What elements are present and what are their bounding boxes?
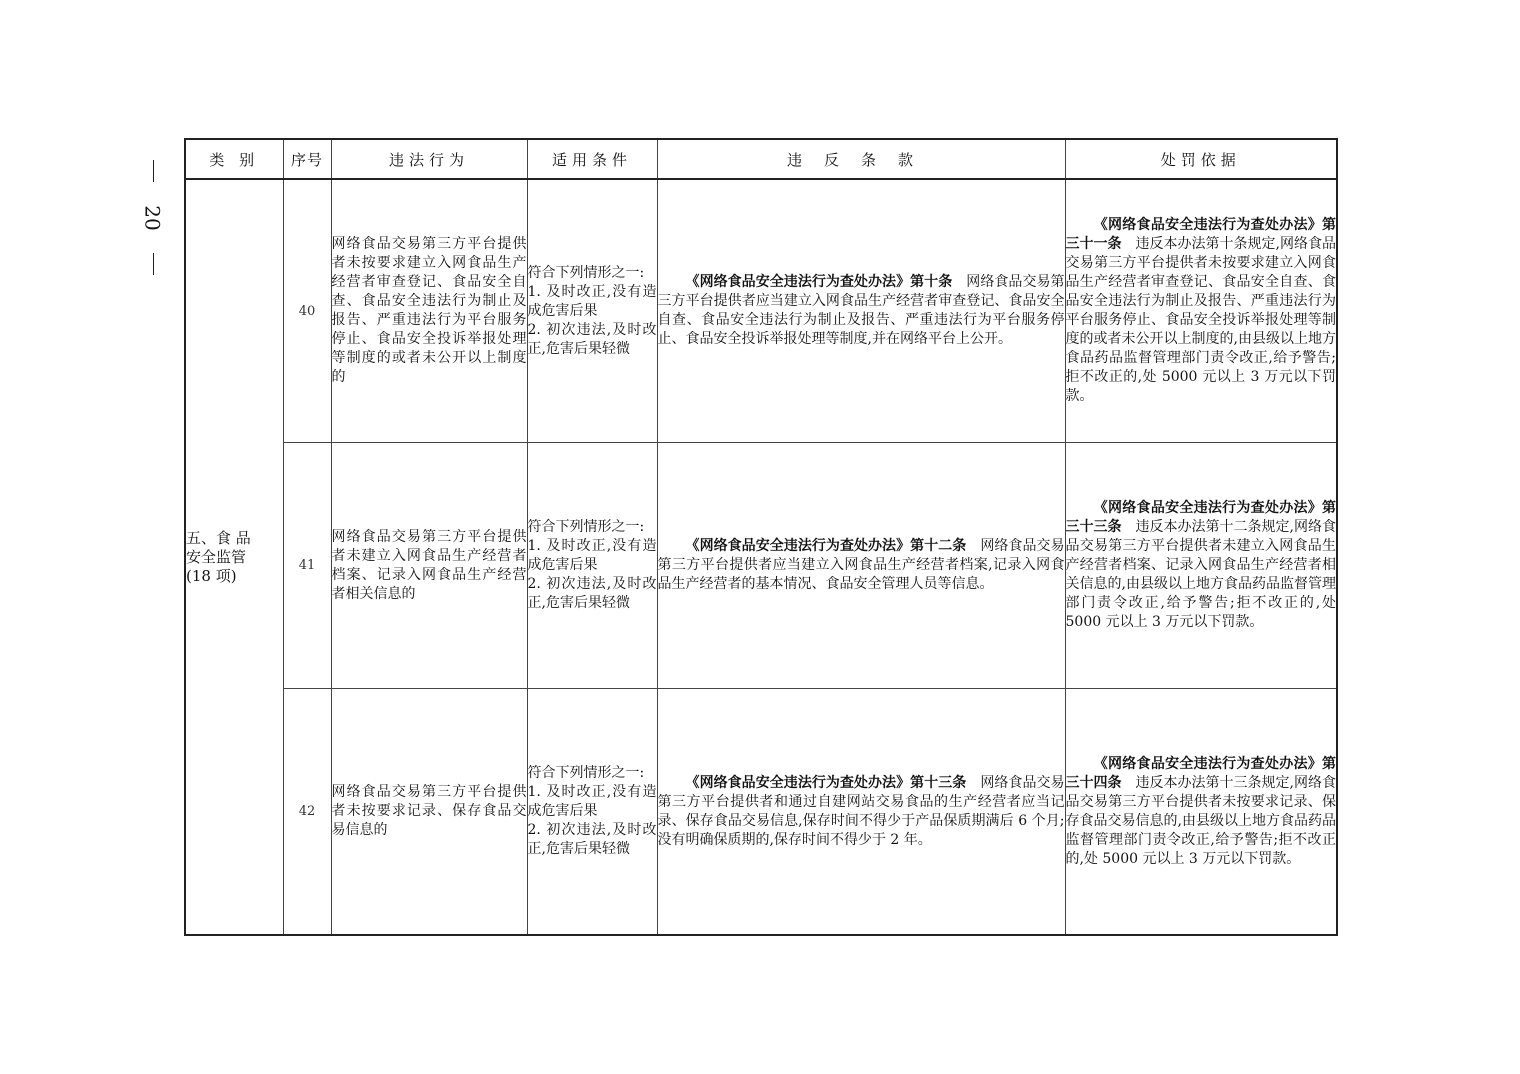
condition-cell xyxy=(527,443,657,689)
condition-line: 1. 及时改正,没有造成危害后果 xyxy=(527,538,657,573)
basis-cell xyxy=(1065,443,1337,689)
header-behavior: 违法行为 xyxy=(331,139,527,179)
page-number-dash-bottom xyxy=(153,253,154,275)
condition-line: 符合下列情形之一: xyxy=(527,264,645,281)
basis-law-ref: 《网络食品安全违法行为查处办法》第三十四条 xyxy=(1065,755,1336,791)
penalty-table xyxy=(184,138,1338,936)
basis-text: 违反本办法第十二条规定,网络食品交易第三方平台提供者未建立入网食品生产经营者档案、记录入网食品生产经营者相关信息的,由县级以上地方食品药品监督管理部门责令改正,给予警告;拒不改正的,处 5000 元以上 3 万元以下罚款。 xyxy=(1065,519,1337,630)
basis-law-ref: 《网络食品安全违法行为查处办法》第三十三条 xyxy=(1065,500,1336,535)
condition-line: 2. 初次违法,及时改正,危害后果轻微 xyxy=(527,822,657,857)
basis-text: 违反本办法第十三条规定,网络食品交易第三方平台提供者未按要求记录、保存食品交易信息的,由县级以上地方食品药品监督管理部门责令改正,给予警告;拒不改正的,处 5000 元以上 3 万元以下罚款。 xyxy=(1065,774,1337,867)
behavior-cell: 网络食品交易第三方平台提供者未按要求建立入网食品生产经营者审查登记、食品安全自查、食品安全违法行为制止及报告、严重违法行为平台服务停止、食品安全投诉举报处理等制度的或者未公开以上制度的 xyxy=(331,179,527,443)
category-line: 五、食 品 xyxy=(186,528,251,547)
condition-line: 1. 及时改正,没有造成危害后果 xyxy=(527,283,657,319)
category-line: (18 项) xyxy=(186,566,237,585)
condition-line: 符合下列情形之一: xyxy=(527,519,645,535)
header-row xyxy=(185,139,1337,179)
header-seq: 序号 xyxy=(283,139,331,179)
basis-cell xyxy=(1065,179,1337,443)
condition-line: 符合下列情形之一: xyxy=(527,765,645,781)
clause-cell xyxy=(657,689,1065,936)
basis-cell xyxy=(1065,689,1337,936)
basis-law-ref: 《网络食品安全违法行为查处办法》第三十一条 xyxy=(1065,217,1336,252)
header-basis: 处罚依据 xyxy=(1065,139,1337,179)
condition-cell xyxy=(527,689,657,936)
clause-law-ref: 《网络食品安全违法行为查处办法》第十条 xyxy=(685,274,953,290)
behavior-cell: 网络食品交易第三方平台提供者未建立入网食品生产经营者档案、记录入网食品生产经营者相关信息的 xyxy=(331,443,527,689)
condition-cell xyxy=(527,179,657,443)
clause-law-ref: 《网络食品安全违法行为查处办法》第十三条 xyxy=(685,774,967,791)
clause-text: 网络食品交易第三方平台提供者应当建立入网食品生产经营者审查登记、食品安全自查、食品安全违法行为制止及报告、严重违法行为平台服务停止、食品安全投诉举报处理等制度,并在网络平台上公开。 xyxy=(657,274,1065,347)
table-row xyxy=(185,689,1337,936)
condition-line: 2. 初次违法,及时改正,危害后果轻微 xyxy=(527,576,657,611)
basis-text: 违反本办法第十条规定,网络食品交易第三方平台提供者未按要求建立入网食品生产经营者审查登记、食品安全自查、食品安全违法行为制止及报告、严重违法行为平台服务停止、食品安全投诉举报处理等制度的或者未公开以上制度的,由县级以上地方食品药品监督管理部门责令改正,给予警告;拒不改正的,处 5000 元以上 3 万元以下罚款。 xyxy=(1065,236,1337,404)
clause-text: 网络食品交易第三方平台提供者应当建立入网食品生产经营者档案,记录入网食品生产经营者的基本情况、食品安全管理人员等信息。 xyxy=(657,538,1065,592)
table-row xyxy=(185,443,1337,689)
category-cell xyxy=(185,179,283,935)
header-category: 类 别 xyxy=(185,139,283,179)
clause-cell xyxy=(657,443,1065,689)
clause-cell xyxy=(657,179,1065,443)
behavior-cell: 网络食品交易第三方平台提供者未按要求记录、保存食品交易信息的 xyxy=(331,689,527,936)
header-clause: 违反条款 xyxy=(657,139,1065,179)
table-row xyxy=(185,179,1337,443)
page-number xyxy=(138,160,168,275)
page-number-text: 20 xyxy=(140,204,165,231)
condition-line: 2. 初次违法,及时改正,危害后果轻微 xyxy=(527,321,657,357)
clause-text: 网络食品交易第三方平台提供者和通过自建网站交易食品的生产经营者应当记录、保存食品交易信息,保存时间不得少于产品保质期满后 6 个月;没有明确保质期的,保存时间不得少于 2 年。 xyxy=(657,774,1065,848)
category-line: 安全监管 xyxy=(186,547,247,566)
page-number-dash-top xyxy=(153,160,154,182)
condition-line: 1. 及时改正,没有造成危害后果 xyxy=(527,784,657,819)
seq-cell: 40 xyxy=(283,179,331,443)
clause-law-ref: 《网络食品安全违法行为查处办法》第十二条 xyxy=(685,538,967,554)
seq-cell: 41 xyxy=(283,443,331,689)
header-condition: 适用条件 xyxy=(527,139,657,179)
seq-cell: 42 xyxy=(283,689,331,936)
